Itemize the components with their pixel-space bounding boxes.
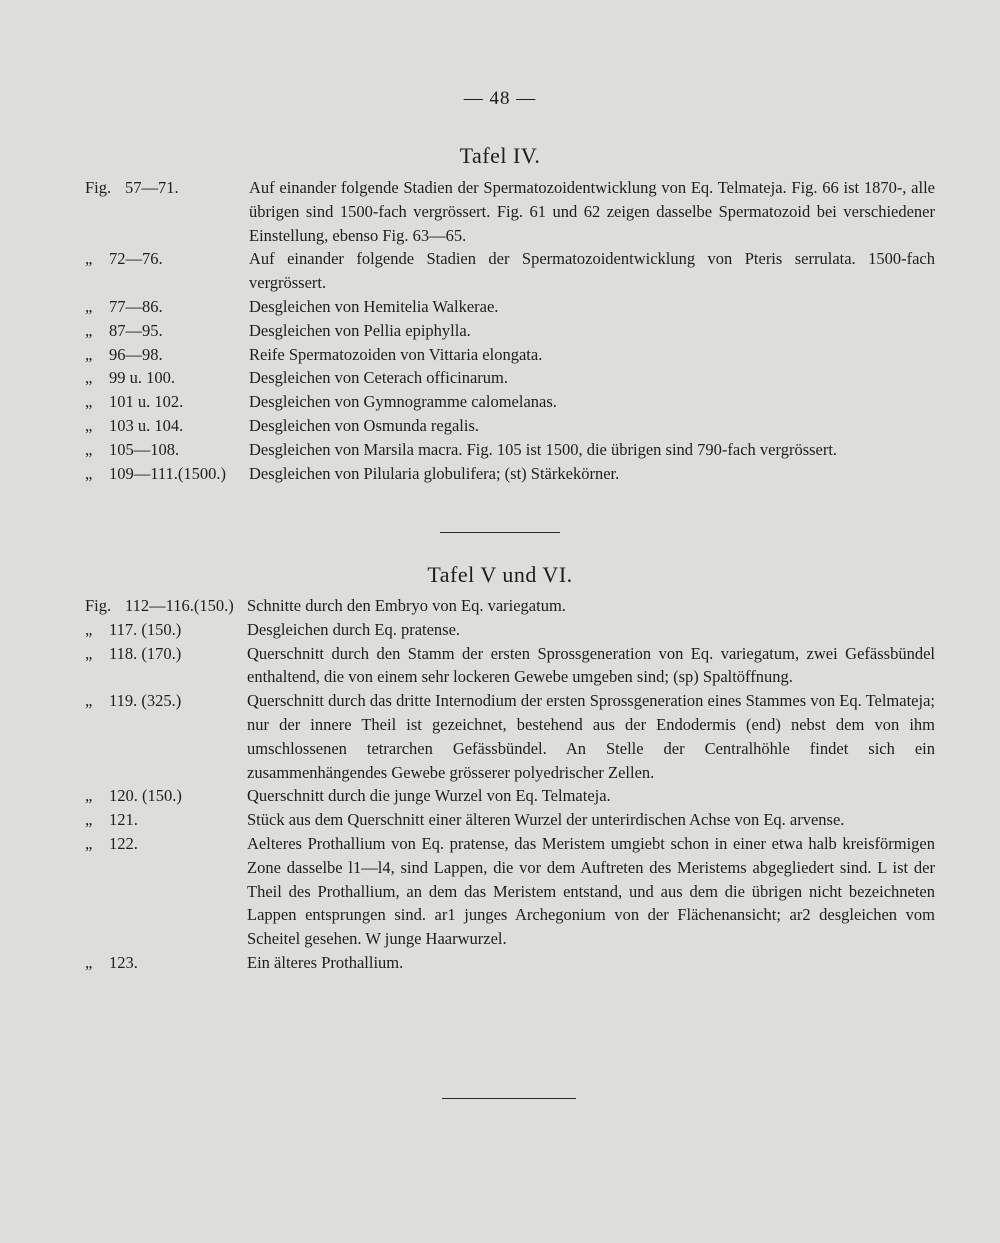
- figure-entry: „ 117. (150.) Desgleichen durch Eq. pratense.: [85, 619, 461, 639]
- tafel-iv-legend: [85, 176, 935, 485]
- figure-entry: „ 120. (150.) Querschnitt durch die junge Wurzel von Eq. Telmateja.: [85, 786, 611, 806]
- figure-entry: „ 119. (325.) Querschnitt durch das dritte Internodium der ersten Sprossgeneration eines Stammes von Eq. Telmateja; nur der innere Theil ist gezeichnet, bestehend aus der Endodermis (end) nebst dem von ihm umschlossenen tetrarchen Gefässbündel. An Stelle der Centralhöhle findet sich ein zusammenhängendes Gewebe grösserer polyedrischer Zellen.: [85, 691, 935, 782]
- section-divider: [440, 532, 560, 533]
- page-number: — 48 —: [463, 88, 537, 109]
- figure-entry: „ 77—86. Desgleichen von Hemitelia Walkerae.: [85, 296, 499, 316]
- figure-entry: „ 109—111.(1500.) Desgleichen von Pilularia globulifera; (st) Stärkekörner.: [85, 463, 620, 483]
- figure-entry: „ 99 u. 100. Desgleichen von Ceterach officinarum.: [85, 368, 509, 388]
- figure-entry: „ 123. Ein älteres Prothallium.: [85, 952, 404, 972]
- section-title-tafel-iv: Tafel IV.: [459, 143, 541, 168]
- figure-entry: Fig. 57—71. Auf einander folgende Stadien der Spermatozoidentwicklung von Eq. Telmateja. Fig. 66 ist 1870-, alle übrigen sind 1500-fach vergrössert. Fig. 61 und 62 zeigen dasselbe Spermatozoid bei verschiedener Einstellung, ebenso Fig. 63—65.: [85, 178, 935, 245]
- figure-entry: „ 101 u. 102. Desgleichen von Gymnogramme calomelanas.: [85, 392, 557, 412]
- figure-entry: „ 87—95. Desgleichen von Pellia epiphylla.: [85, 320, 471, 340]
- figure-entry: „ 105—108. Desgleichen von Marsila macra. Fig. 105 ist 1500, die übrigen sind 790-fach vergrössert.: [85, 439, 838, 459]
- tafel-v-vi-legend: [85, 594, 935, 975]
- figure-entry: „ 72—76. Auf einander folgende Stadien der Spermatozoidentwicklung von Pteris serrulata. 1500-fach vergrössert.: [85, 249, 935, 293]
- figure-entry: „ 96—98. Reife Spermatozoiden von Vittaria elongata.: [85, 344, 543, 364]
- end-divider: [442, 1098, 576, 1099]
- figure-entry: „ 118. (170.) Querschnitt durch den Stamm der ersten Sprossgeneration von Eq. variegatum, zwei Gefässbündel enthaltend, die von einem sehr lockeren Gewebe umgeben sind; (sp) Spaltöffnung.: [85, 643, 935, 687]
- section-title-tafel-v-vi: Tafel V und VI.: [427, 562, 573, 587]
- figure-entry: „ 121. Stück aus dem Querschnitt einer älteren Wurzel der unterirdischen Achse von Eq. arvense.: [85, 810, 845, 830]
- figure-entry: Fig. 112—116.(150.) Schnitte durch den Embryo von Eq. variegatum.: [85, 596, 566, 615]
- figure-entry: „ 103 u. 104. Desgleichen von Osmunda regalis.: [85, 415, 480, 435]
- figure-entry: „ 122. Aelteres Prothallium von Eq. pratense, das Meristem umgiebt schon in einer etwa halb kreisförmigen Zone dasselbe l1—l4, sind Lappen, die vor dem Auftreten des Meristems abgegliedert sind. L ist der Theil des Prothallium, an dem das Meristem entstand, und aus dem die übrigen nicht bezeichneten Lappen entsprungen sind. ar1 junges Archegonium von der Flächenansicht; ar2 desgleichen vom Scheitel gesehen. W junge Haarwurzel.: [85, 833, 935, 949]
